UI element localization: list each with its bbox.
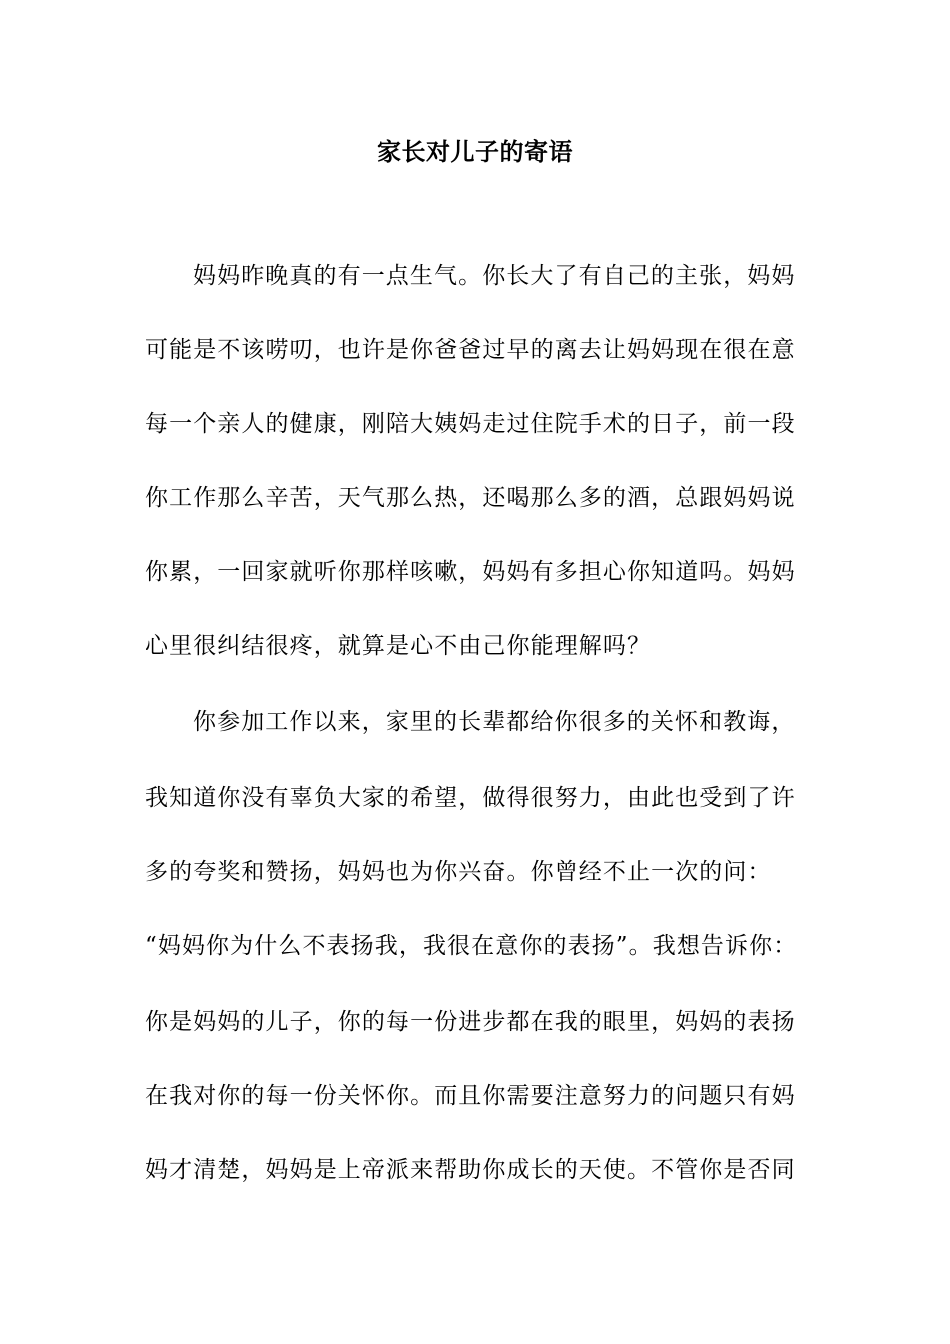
document-title: 家长对儿子的寄语 [377,137,573,166]
paragraph-1-line-2: 可能是不该唠叨，也许是你爸爸过早的离去让妈妈现在很在意 [145,337,796,363]
paragraph-2-line-6: 在我对你的每一份关怀你。而且你需要注意努力的问题只有妈 [145,1083,796,1109]
paragraph-1-line-4: 你工作那么辛苦，天气那么热，还喝那么多的酒，总跟妈妈说 [145,485,796,511]
paragraph-1-line-6: 心里很纠结很疼，就算是心不由己你能理解吗？ [145,633,652,659]
paragraph-2-line-2: 我知道你没有辜负大家的希望，做得很努力，由此也受到了许 [145,785,796,811]
paragraph-2-line-4: “妈妈你为什么不表扬我，我很在意你的表扬”。我想告诉你： [145,933,798,959]
paragraph-2-line-5: 你是妈妈的儿子，你的每一份进步都在我的眼里，妈妈的表扬 [145,1009,796,1035]
paragraph-2-line-7: 妈才清楚，妈妈是上帝派来帮助你成长的天使。不管你是否同 [145,1157,796,1183]
paragraph-1-line-3: 每一个亲人的健康，刚陪大姨妈走过住院手术的日子，前一段 [145,411,796,437]
paragraph-1-line-5: 你累，一回家就听你那样咳嗽，妈妈有多担心你知道吗。妈妈 [145,559,796,585]
paragraph-1-line-1: 妈妈昨晚真的有一点生气。你长大了有自己的主张，妈妈 [193,263,796,289]
paragraph-2-line-3: 多的夸奖和赞扬，妈妈也为你兴奋。你曾经不止一次的问： [145,859,772,885]
paragraph-2-line-1: 你参加工作以来，家里的长辈都给你很多的关怀和教诲， [193,709,796,735]
